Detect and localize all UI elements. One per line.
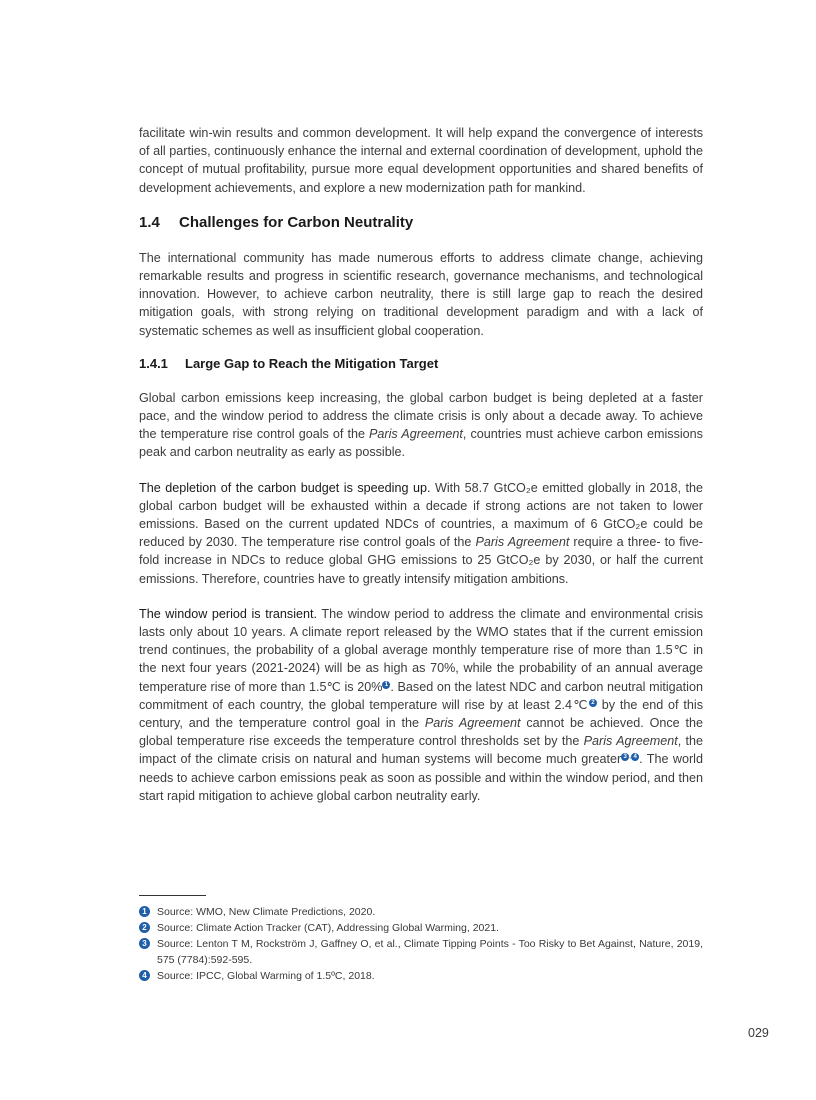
paragraph-window-period [139, 605, 703, 805]
section-number: 1.4 [139, 213, 160, 231]
footnote-item [139, 968, 703, 984]
text: cannot be achieved. Once the global temperature rise exceeds the temperature control thresholds set by the [139, 716, 704, 749]
footnote-marker-icon: 4 [139, 970, 150, 981]
intro-paragraph: facilitate win-win results and common development. It will help expand the convergence of interests of all parties, continuously enhance the internal and external coordination of development, uphold the concept of mutual profitability, pursue more equal development opportunities and shared benefits of development achievements, and explore a new modernization path for mankind. [139, 126, 703, 195]
subsection-title: Large Gap to Reach the Mitigation Target [185, 355, 439, 371]
subsection-heading [139, 356, 703, 371]
text: Global carbon emissions keep increasing, the global carbon budget is being depleted at a faster pace, and the window period to address the climate crisis is only about a decade away. To achieve the temperature rise control goals of the [139, 390, 703, 442]
text: With 58.7 GtCO₂e emitted globally in 2018, the global carbon budget will be exhausted within a decade if strong actions are not taken to lower emissions. Based on the current updated NDCs of countries, a maximum of 6 GtCO₂e could be reduced by 2030. The temperature rise control goals of the [139, 480, 703, 550]
footnote-text: Source: IPCC, Global Warming of 1.5ºC, 2018. [157, 970, 375, 982]
text: . The world needs to achieve carbon emissions peak as soon as possible and within the window period, and then start rapid mitigation to achieve global carbon neutrality early. [139, 752, 703, 803]
footnote-item [139, 904, 703, 920]
text: , the impact of the climate crisis on natural and human systems will become much greater [139, 734, 703, 767]
footnote-text: Source: Climate Action Tracker (CAT), Addressing Global Warming, 2021. [157, 922, 499, 934]
text: by the end of this century, and the temperature control goal in the [139, 697, 703, 731]
text: , countries must achieve carbon emissions peak and carbon neutrality as early as possible. [139, 427, 703, 460]
footnote-item [139, 920, 703, 936]
paris-agreement-italic: Paris Agreement [369, 427, 463, 442]
page-content [139, 124, 703, 805]
footnote-ref-4[interactable]: 4 [631, 753, 639, 761]
section-title: Challenges for Carbon Neutrality [179, 213, 414, 231]
subsection-number: 1.4.1 [139, 355, 168, 371]
text: require a three- to five-fold increase in NDCs to reduce global GHG emissions to 25 GtCO₂e by 2030, or half the current emissions. Therefore, countries have to greatly intensify mitigation ambitions. [139, 535, 703, 586]
footnote-divider [139, 895, 206, 896]
footnote-marker-icon: 1 [139, 906, 150, 917]
lead-sentence: The window period is transient. [139, 606, 318, 621]
footnote-text: Source: WMO, New Climate Predictions, 2020. [157, 906, 376, 918]
footnote-marker-icon: 3 [139, 938, 150, 949]
footnote-text: Source: Lenton T M, Rockström J, Gaffney O, et al., Climate Tipping Points - Too Risky to Bet Against, Nature, 2019, 575 (7784):592-595. [157, 938, 703, 966]
paragraph-carbon-budget [139, 479, 703, 588]
footnotes [139, 904, 703, 984]
text: The window period to address the climate and environmental crisis lasts only about 10 years. A climate report released by the WMO states that if the current emission trend continues, the probability of a global average monthly temperature rise of more than 1.5℃ in the next four years (2021-2024) will be as high as 70%, while the probability of an annual average temperature rise of more than 1.5℃ is 20% [139, 606, 703, 694]
paris-agreement-italic: Paris Agreement [424, 716, 521, 731]
page-number: 029 [748, 1026, 769, 1040]
paris-agreement-italic: Paris Agreement [583, 734, 678, 749]
section-heading [139, 214, 703, 231]
paris-agreement-italic: Paris Agreement [475, 535, 570, 550]
section-paragraph: The international community has made numerous efforts to address climate change, achieving remarkable results and progress in scientific research, governance mechanisms, and technological innovation. However, to achieve carbon neutrality, there is still large gap to reach the desired mitigation goals, with strong relying on traditional development paradigm and with a lack of systematic schemes as well as insufficient global cooperation. [139, 250, 703, 338]
footnote-ref-3[interactable]: 3 [621, 753, 629, 761]
paragraph-emissions-increasing [139, 389, 703, 462]
footnote-ref-1[interactable]: 1 [382, 681, 390, 689]
lead-sentence: The depletion of the carbon budget is speeding up. [139, 480, 431, 495]
footnote-ref-2[interactable]: 2 [589, 699, 597, 707]
footnote-item [139, 936, 703, 968]
footnote-marker-icon: 2 [139, 922, 150, 933]
text: . Based on the latest NDC and carbon neutral mitigation commitment of each country, the global temperature will rise by at least 2.4℃ [139, 679, 703, 712]
